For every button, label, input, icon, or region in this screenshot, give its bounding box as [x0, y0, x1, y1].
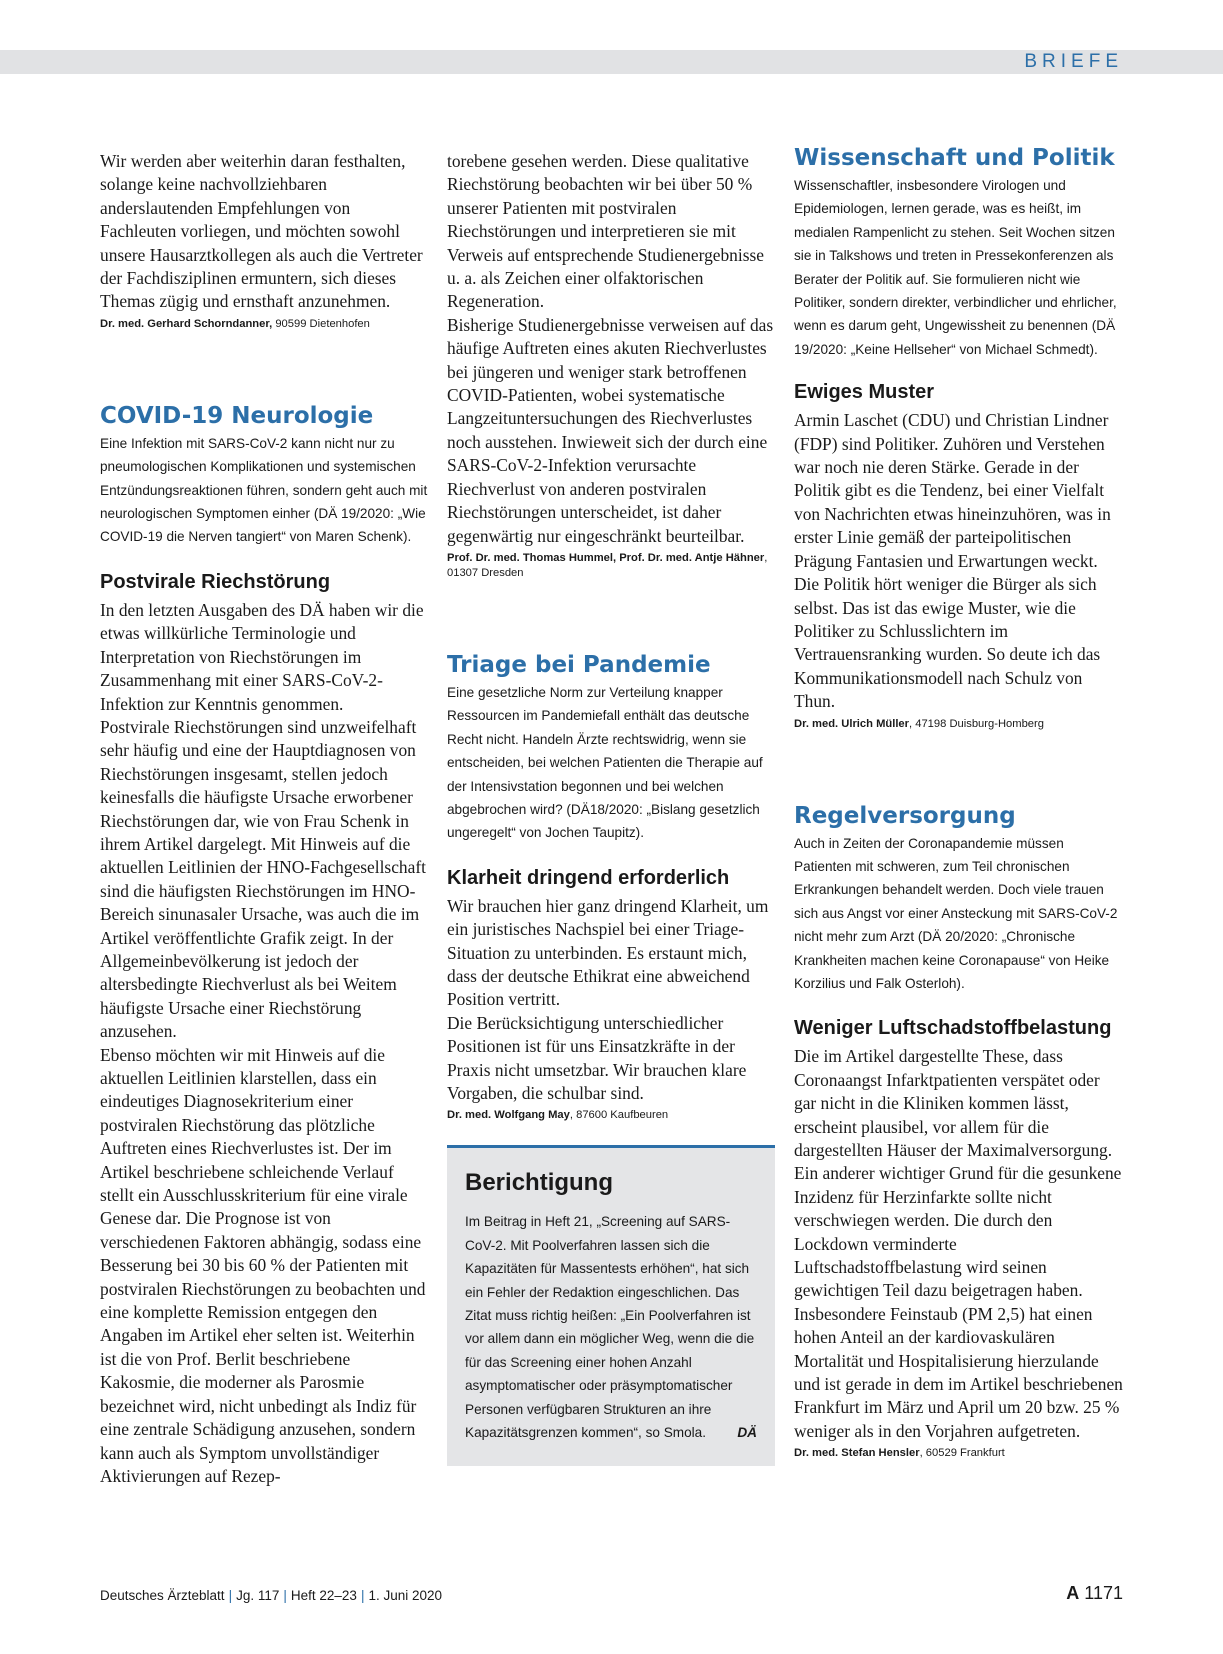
footer-citation	[100, 1588, 442, 1603]
page-number-value: 1171	[1084, 1583, 1123, 1603]
signature-name: Prof. Dr. med. Thomas Hummel, Prof. Dr. med. Antje Hähner	[447, 551, 765, 564]
topic-heading: Triage bei Pandemie	[447, 651, 711, 678]
page-number	[1066, 1583, 1123, 1604]
section-label: BRIEFE	[1024, 51, 1123, 72]
letter-signature	[100, 317, 428, 332]
letter-paragraph: Ein anderer wichtiger Grund für die gesunkene Inzidenz für Herzinfarkte sollte nicht verschwiegen werden. Die durch den Lockdown verminderte Luftschadstoffbelastung wird seinen gewichtigen Teil dazu beigetragen haben. Insbesondere Feinstaub (PM 2,5) hat einen hohen Anteil an der kardiovaskulären Mortalität und Hospitalisierung hierzulande und ist gerade in dem im Artikel beschriebenen Frankfurt im März und April um 20 bzw. 25 % weniger als in den Vorjahren aufgetreten.	[794, 1163, 1123, 1441]
letter-signature	[794, 717, 1124, 732]
correction-box	[447, 1145, 775, 1466]
letter-title: Postvirale Riechstörung	[100, 570, 331, 593]
separator: |	[360, 1588, 365, 1603]
page-prefix: A	[1066, 1583, 1080, 1603]
topic-heading: COVID-19 Neurologie	[100, 402, 374, 429]
journal-volume: Jg. 117	[236, 1588, 280, 1603]
topic-intro: Wissenschaftler, insbesondere Virologen und Epidemiologen, lernen gerade, was es heißt, im medialen Rampenlicht zu stehen. Seit Wochen sitzen sie in Talkshows und treten in Pressekonferenzen als Berater der Politik auf. Sie formulieren nicht wie Politiker, sondern direkter, verbindlicher und ehrlicher, wenn es darum geht, Ungewissheit zu benennen (DÄ 19/2020: „Keine Hellseher“ von Michael Schmedt).	[794, 178, 1117, 357]
letter-paragraph: Postvirale Riechstörungen sind unzweifelhaft sehr häufig und eine der Hauptdiagnosen von Riechstörungen insgesamt, stellen jedoch keinesfalls die häufigste Ursache erworbener Riechstörungen dar, wie von Frau Schenk in ihrem Artikel dargelegt. Mit Hinweis auf die aktuellen Leitlinien der HNO-Fachgesellschaft sind die häufigsten Riechstörungen im HNO-Bereich sinunasaler Ursache, was auch die im Artikel veröffentlichte Grafik zeigt. In der Allgemeinbevölkerung ist jedoch der altersbedingte Riechverlust als bei Weitem häufigste Ursache einer Riechstörung anzusehen.	[100, 716, 426, 1042]
letter-signature	[794, 1446, 1124, 1461]
column-2	[447, 150, 775, 1466]
separator: |	[283, 1588, 287, 1603]
column-1	[100, 150, 428, 1488]
signature-name: Dr. med. Gerhard Schorndanner,	[100, 317, 273, 330]
journal-issue: Heft 22–23	[290, 1588, 357, 1603]
correction-title: Berichtigung	[465, 1169, 613, 1197]
separator: |	[228, 1588, 233, 1603]
letter-title: Klarheit dringend erforderlich	[447, 866, 730, 889]
topic-intro: Eine gesetzliche Norm zur Verteilung knapper Ressourcen im Pandemiefall enthält das deutsche Recht nicht. Handeln Ärzte rechtswidrig, wenn sie entscheiden, bei welchen Patienten die Therapie auf der Intensivstation begonnen und bei welchen abgebrochen wird? (DÄ18/2020: „Bislang gesetzlich ungeregelt“ von Jochen Taupitz).	[447, 684, 763, 841]
signature-name: Dr. med. Ulrich Müller	[794, 717, 910, 730]
topic-intro: Auch in Zeiten der Coronapandemie müssen Patienten mit schweren, zum Teil chronischen Erkrankungen behandelt werden. Doch viele trauen sich aus Angst vor einer Ansteckung mit SARS-CoV-2 nicht mehr zum Arzt (DÄ 20/2020: „Chronische Krankheiten machen keine Coronapause“ von Heike Korzilius und Falk Osterloh).	[794, 835, 1118, 991]
letter-paragraph: Die im Artikel dargestellte These, dass Coronaangst Infarktpatienten verspätet oder gar nicht in die Kliniken kommen lässt, erscheint plausibel, vor allem für die dargestellten Häuser der Maximalversorgung.	[794, 1046, 1113, 1160]
letter-paragraph: torebene gesehen werden. Diese qualitative Riechstörung beobachten wir bei über 50 % unserer Patienten mit postviralen Riechstörungen und interpretieren sie mit Verweis auf entsprechende Studienergebnisse u. a. als Zeichen einer olfaktorischen Regeneration.	[447, 151, 764, 312]
signature-place: , 87600 Kaufbeuren	[569, 1109, 669, 1122]
letter-signature	[447, 1108, 775, 1123]
correction-text	[465, 1210, 757, 1444]
signature-name: Dr. med. Wolfgang May	[447, 1109, 570, 1122]
letter-title: Weniger Luftschadstoffbelastung	[794, 1017, 1112, 1040]
topic-intro: Eine Infektion mit SARS-CoV-2 kann nicht nur zu pneumologischen Komplikationen und systemischen Entzündungsreaktionen führen, sondern geht auch mit neurologischen Symptomen einher (DÄ 19/2020: „Wie COVID-19 die Nerven tangiert“ von Maren Schenk).	[100, 435, 428, 545]
topic-heading: Regelversorgung	[794, 802, 1016, 829]
signature-name: Dr. med. Stefan Hensler	[794, 1447, 920, 1460]
letter-paragraph: In den letzten Ausgaben des DÄ haben wir die etwas willkürliche Terminologie und Interpretation von Riechstörungen im Zusammenhang mit einer SARS-CoV-2-Infektion zur Kenntnis genommen.	[100, 599, 424, 714]
letter-paragraph: Wir werden aber weiterhin daran festhalten, solange keine nachvollziehbaren anderslautenden Empfehlungen von Fachleuten vorliegen, und möchten sowohl unsere Hausarztkollegen als auch die Vertreter der Fachdisziplinen ermuntern, sich dieses Themas zügig und ernsthaft anzunehmen.	[100, 151, 423, 312]
correction-body: Im Beitrag in Heft 21, „Screening auf SARS-CoV-2. Mit Poolverfahren lassen sich die Kapazitäten für Massentests erhöhen“, hat sich ein Fehler der Redaktion eingeschlichen. Das Zitat muss richtig heißen: „Ein Poolverfahren ist vor allem dann ein möglicher Weg, wenn die die für das Screening einer hohen Anzahl asymptomatischer oder präsymptomatischer Personen verfügbaren Strukturen an ihre Kapazitätsgrenzen kommen“, so Smola.	[465, 1214, 755, 1441]
letter-signature	[447, 551, 775, 581]
signature-place: , 01307 Dresden	[447, 551, 768, 579]
letter-paragraph: Bisherige Studienergebnisse verweisen auf das häufige Auftreten eines akuten Riechverlustes bei jüngeren und weniger stark betroffenen COVID-Patienten, wobei systematische Langzeituntersuchungen des Riechverlustes noch ausstehen. Inwieweit sich der durch eine SARS-CoV-2-Infektion verursachte Riechverlust von anderen postviralen Riechstörungen unterscheidet, ist daher gegenwärtig nur eingeschränkt beurteilbar.	[447, 314, 774, 546]
journal-date: 1. Juni 2020	[368, 1588, 443, 1603]
signature-place: 90599 Dietenhofen	[272, 317, 370, 330]
letter-paragraph: Armin Laschet (CDU) und Christian Lindner (FDP) sind Politiker. Zuhören und Verstehen war noch nie deren Stärke. Gerade in der Politik gibt es die Tendenz, bei einer Vielfalt von Nachrichten etwas hineinzuhören, was in erster Linie gemäß der parteipolitischen Prägung Fantasien und Erwartungen weckt. Die Politik hört weniger die Bürger als sich selbst. Das ist das ewige Muster, wie die Politiker zu Schlusslichtern im Vertrauensranking wurden. So deute ich das Kommunikationsmodell nach Schulz von Thun.	[794, 410, 1111, 712]
signature-place: , 47198 Duisburg-Homberg	[909, 717, 1044, 730]
signature-place: , 60529 Frankfurt	[919, 1447, 1005, 1460]
column-3	[794, 145, 1124, 1461]
letter-paragraph: Die Berücksichtigung unterschiedlicher Positionen ist für uns Einsatzkräfte in der Praxis nicht umsetzbar. Wir brauchen klare Vorgaben, die schulbar sind.	[447, 1012, 747, 1103]
topic-heading: Wissenschaft und Politik	[794, 145, 1115, 171]
letter-paragraph: Wir brauchen hier ganz dringend Klarheit, um ein juristisches Nachspiel bei einer Triage-Situation zu unterbinden. Es erstaunt mich, dass der deutsche Ethikrat eine abweichend Position vertritt.	[447, 895, 769, 1010]
letter-paragraph: Ebenso möchten wir mit Hinweis auf die aktuellen Leitlinien klarstellen, dass ein eindeutiges Diagnosekriterium einer postviralen Riechstörung das plötzliche Auftreten eines Riechverlustes ist. Der im Artikel beschriebene schleichende Verlauf stellt ein Ausschlusskriterium für eine virale Genese dar. Die Prognose ist von verschiedenen Faktoren abhängig, sodass eine Besserung bei 30 bis 60 % der Patienten mit postviralen Riechstörungen zu beobachten und eine komplette Remission entgegen den Angaben im Artikel eher selten ist. Weiterhin ist die von Prof. Berlit beschriebene Kakosmie, die moderner als Parosmie bezeichnet wird, nicht unbedingt als Indiz für eine zentrale Schädigung anzusehen, sondern kann auch als Symptom unvollständiger Aktivierungen auf Rezep-	[100, 1044, 426, 1486]
editorial-tag: DÄ	[737, 1425, 757, 1441]
letter-title: Ewiges Muster	[794, 381, 935, 404]
journal-name: Deutsches Ärzteblatt	[100, 1588, 225, 1603]
